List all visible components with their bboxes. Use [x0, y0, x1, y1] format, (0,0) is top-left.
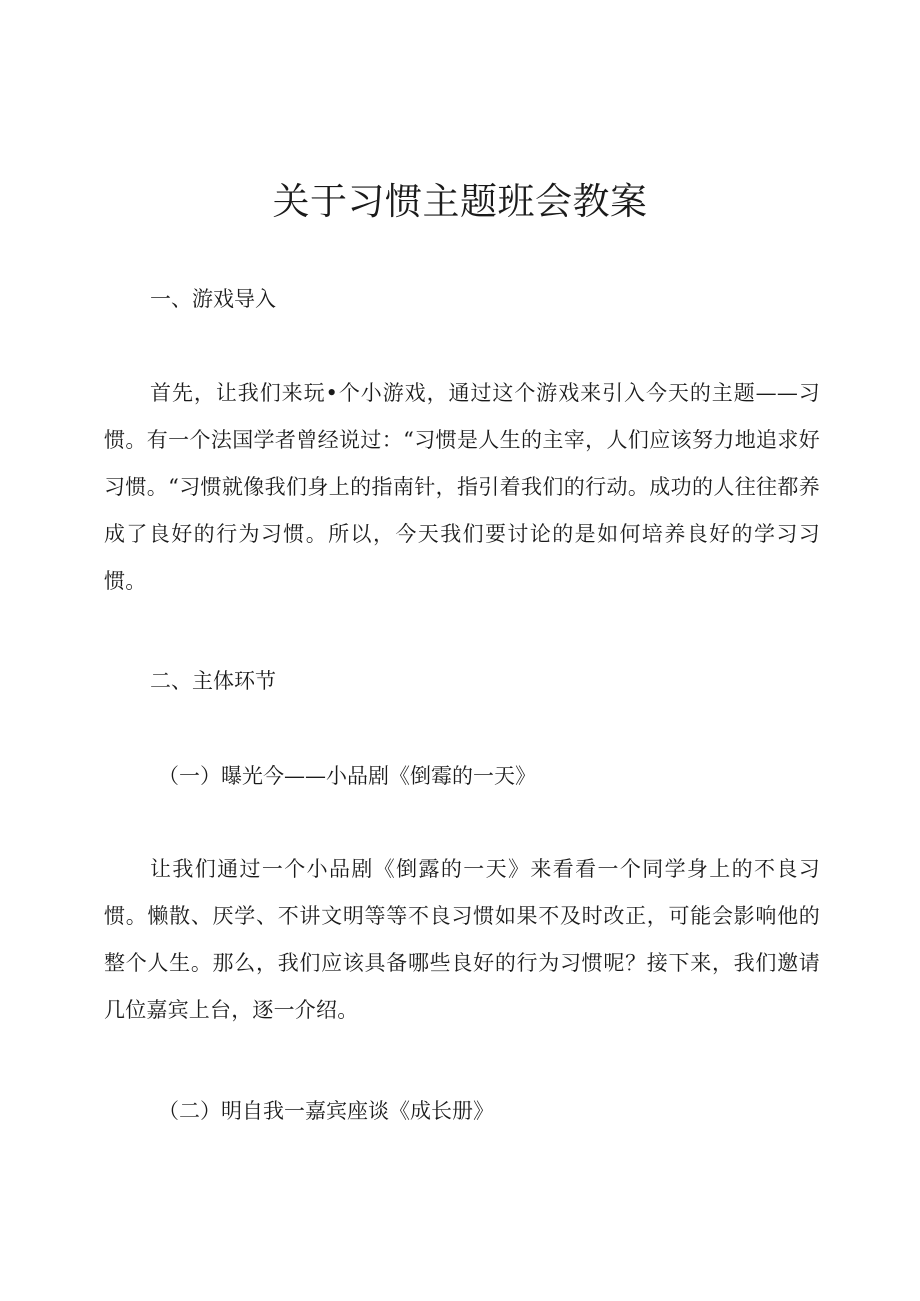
subsection-heading-skit: （一）曝光今——小品剧《倒霉的一天》 — [158, 764, 536, 788]
paragraph-game-intro: 首先，让我们来玩•个小游戏，通过这个游戏来引入今天的主题——习惯。有一个法国学者曾经说过：“习惯是人生的主宰，人们应该努力地追求好习惯。“习惯就像我们身上的指南针，指引着我们的行动。成功的人往往都养成了良好的行为习惯。所以，今天我们要讨论的是如何培养良好的学习习惯。 — [104, 381, 820, 593]
section-heading-main: 二、主体环节 — [150, 669, 276, 693]
subsection-heading-guest-talk: （二）明自我一嘉宾座谈《成长册》 — [158, 1099, 494, 1123]
document-title: 关于习惯主题班会教案 — [272, 180, 648, 223]
paragraph-skit: 让我们通过一个小品剧《倒露的一天》来看看一个同学身上的不良习惯。懒散、厌学、不讲文明等等不良习惯如果不及时改正，可能会影响他的整个人生。那么，我们应该具备哪些良好的行为习惯呢？接下来，我们邀请几位嘉宾上台，逐一介绍。 — [104, 857, 820, 1022]
section-heading-game-intro: 一、游戏导入 — [150, 287, 276, 311]
